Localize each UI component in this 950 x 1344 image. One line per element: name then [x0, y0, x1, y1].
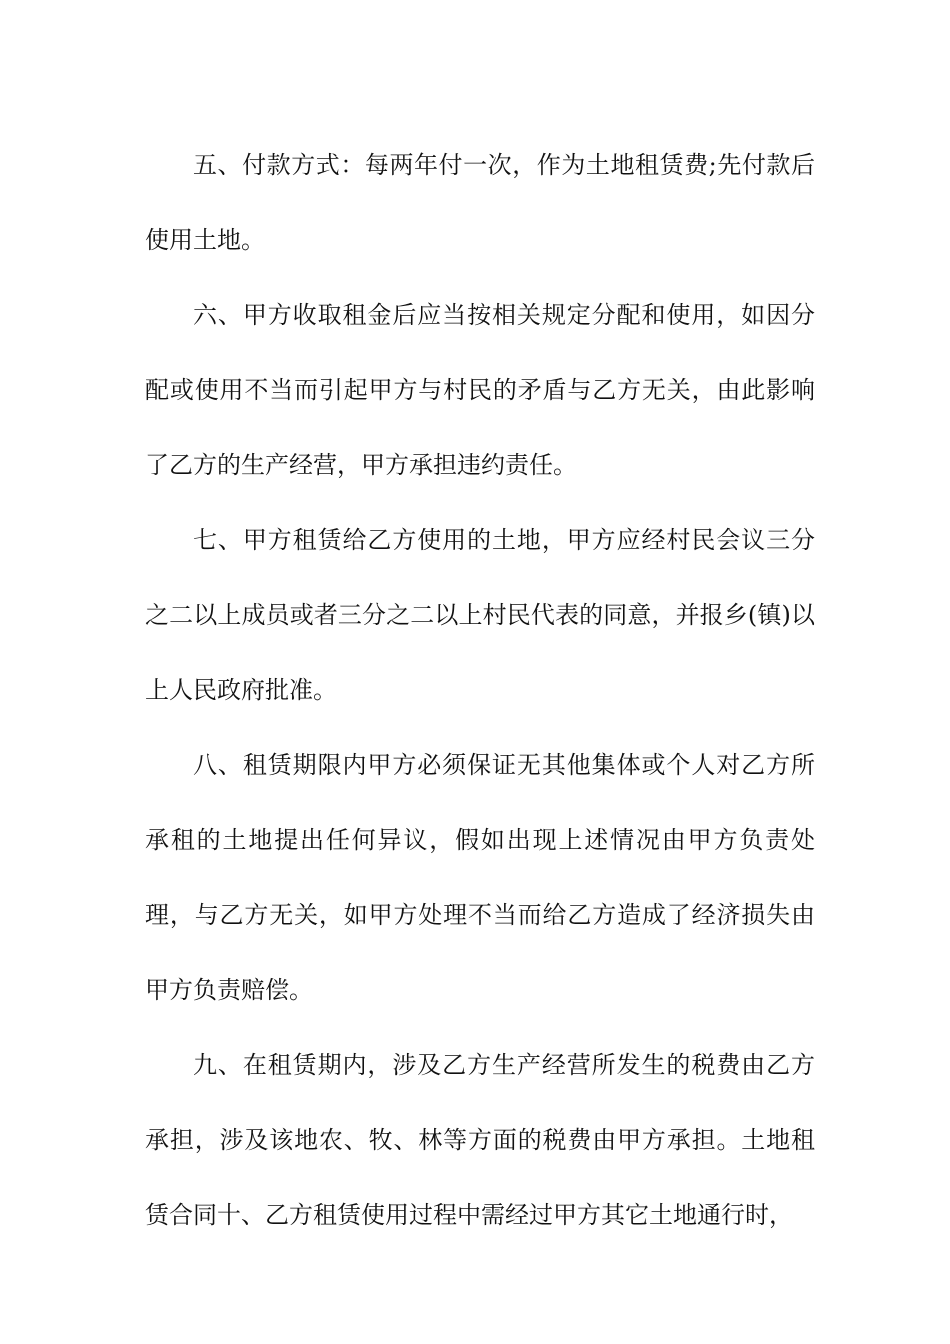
clause-paragraph-9: 九、在租赁期内，涉及乙方生产经营所发生的税费由乙方承担，涉及该地农、牧、林等方面的税费由甲方承担。土地租赁合同十、乙方租赁使用过程中需经过甲方其它土地通行时，: [145, 1051, 815, 1229]
clause-paragraph-6: 六、甲方收取租金后应当按相关规定分配和使用，如因分配或使用不当而引起甲方与村民的矛盾与乙方无关，由此影响了乙方的生产经营，甲方承担违约责任。: [145, 301, 815, 479]
document-body: [145, 128, 815, 1253]
clause-paragraph-7: 七、甲方租赁给乙方使用的土地，甲方应经村民会议三分之二以上成员或者三分之二以上村民代表的同意，并报乡(镇)以上人民政府批准。: [145, 526, 815, 704]
clause-paragraph-8: 八、租赁期限内甲方必须保证无其他集体或个人对乙方所承租的土地提出任何异议，假如出现上述情况由甲方负责处理，与乙方无关，如甲方处理不当而给乙方造成了经济损失由甲方负责赔偿。: [145, 751, 815, 1004]
clause-paragraph-5: 五、付款方式：每两年付一次，作为土地租赁费;先付款后使用土地。: [145, 151, 815, 254]
